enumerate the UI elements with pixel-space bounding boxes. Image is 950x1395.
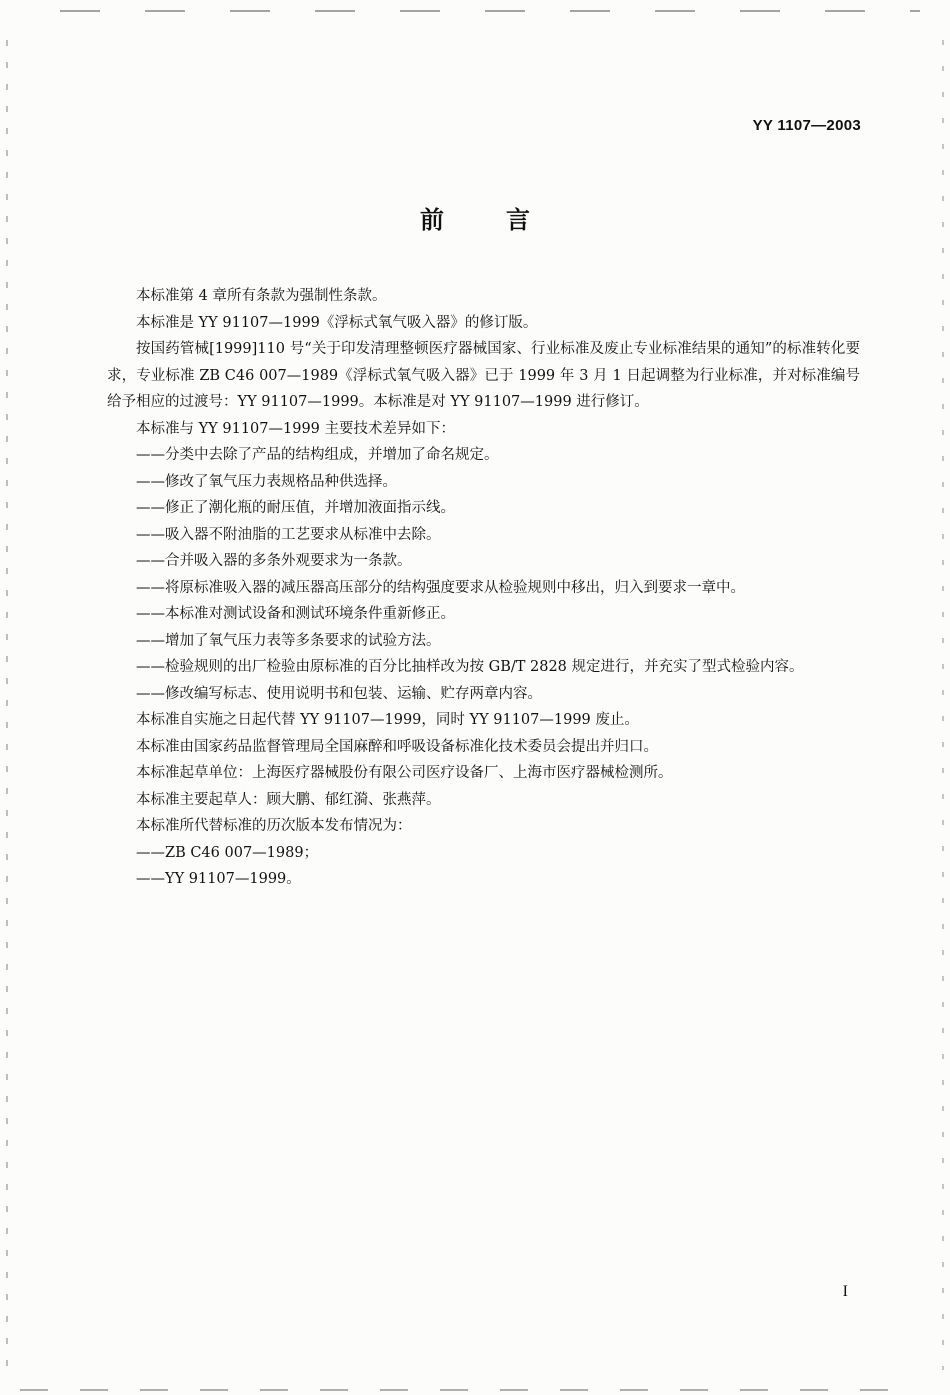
list-item: ——合并吸入器的多条外观要求为一条款。 (136, 553, 412, 569)
paragraph: 本标准主要起草人：顾大鹏、郁红漪、张燕萍。 (136, 791, 441, 808)
list-item: ——吸入器不附油脂的工艺要求从标准中去除。 (136, 526, 441, 543)
paragraph: 本标准起草单位：上海医疗器械股份有限公司医疗设备厂、上海市医疗器械检测所。 (136, 765, 673, 781)
page-number: I (842, 1283, 848, 1300)
paragraph: 本标准自实施之日起代替 YY 91107—1999，同时 YY 91107—1999 废止。 (136, 712, 639, 728)
scan-edge-right (942, 40, 944, 1370)
paragraph: 本标准所代替标准的历次版本发布情况为： (136, 818, 412, 834)
list-item: ——ZB C46 007—1989； (136, 844, 319, 861)
list-item: ——本标准对测试设备和测试环境条件重新修正。 (136, 606, 455, 622)
list-item: ——检验规则的出厂检验由原标准的百分比抽样改为按 GB/T 2828 规定进行，并充实了型式检验内容。 (136, 659, 804, 675)
list-item: ——修正了潮化瓶的耐压值，并增加液面指示线。 (136, 500, 455, 516)
scan-edge-left (6, 40, 8, 1370)
list-item: ——YY 91107—1999。 (136, 871, 301, 887)
paragraph: 本标准与 YY 91107—1999 主要技术差异如下： (136, 420, 455, 437)
document-number: YY 1107—2003 (752, 117, 861, 134)
paragraph: 本标准第 4 章所有条款为强制性条款。 (136, 288, 387, 304)
list-item: ——修改了氧气压力表规格品种供选择。 (136, 473, 397, 490)
body-text (107, 283, 860, 893)
paragraph: 本标准是 YY 91107—1999《浮标式氧气吸入器》的修订版。 (136, 314, 538, 331)
page-title: 前言 (420, 206, 592, 234)
list-item: ——分类中去除了产品的结构组成，并增加了命名规定。 (136, 447, 499, 463)
scan-edge-bottom (20, 1389, 920, 1391)
scan-edge-top (60, 10, 920, 12)
list-item: ——增加了氧气压力表等多条要求的试验方法。 (136, 632, 441, 649)
paragraph: 本标准由国家药品监督管理局全国麻醉和呼吸设备标准化技术委员会提出并归口。 (136, 738, 658, 755)
paragraph: 按国药管械[1999]110 号“关于印发清理整顿医疗器械国家、行业标准及废止专业标准结果的通知”的标准转化要求，专业标准 ZB C46 007—1989《浮标式氧气吸入器》已于 1999 年 3 月 1 日起调整为行业标准，并对标准编号给予相应的过渡号：YY 91107—1999。本标准是对 YY 91107—1999 进行修订。 (107, 341, 860, 410)
list-item: ——修改编写标志、使用说明书和包装、运输、贮存两章内容。 (136, 685, 542, 702)
list-item: ——将原标准吸入器的减压器高压部分的结构强度要求从检验规则中移出，归入到要求一章中。 (136, 579, 745, 596)
